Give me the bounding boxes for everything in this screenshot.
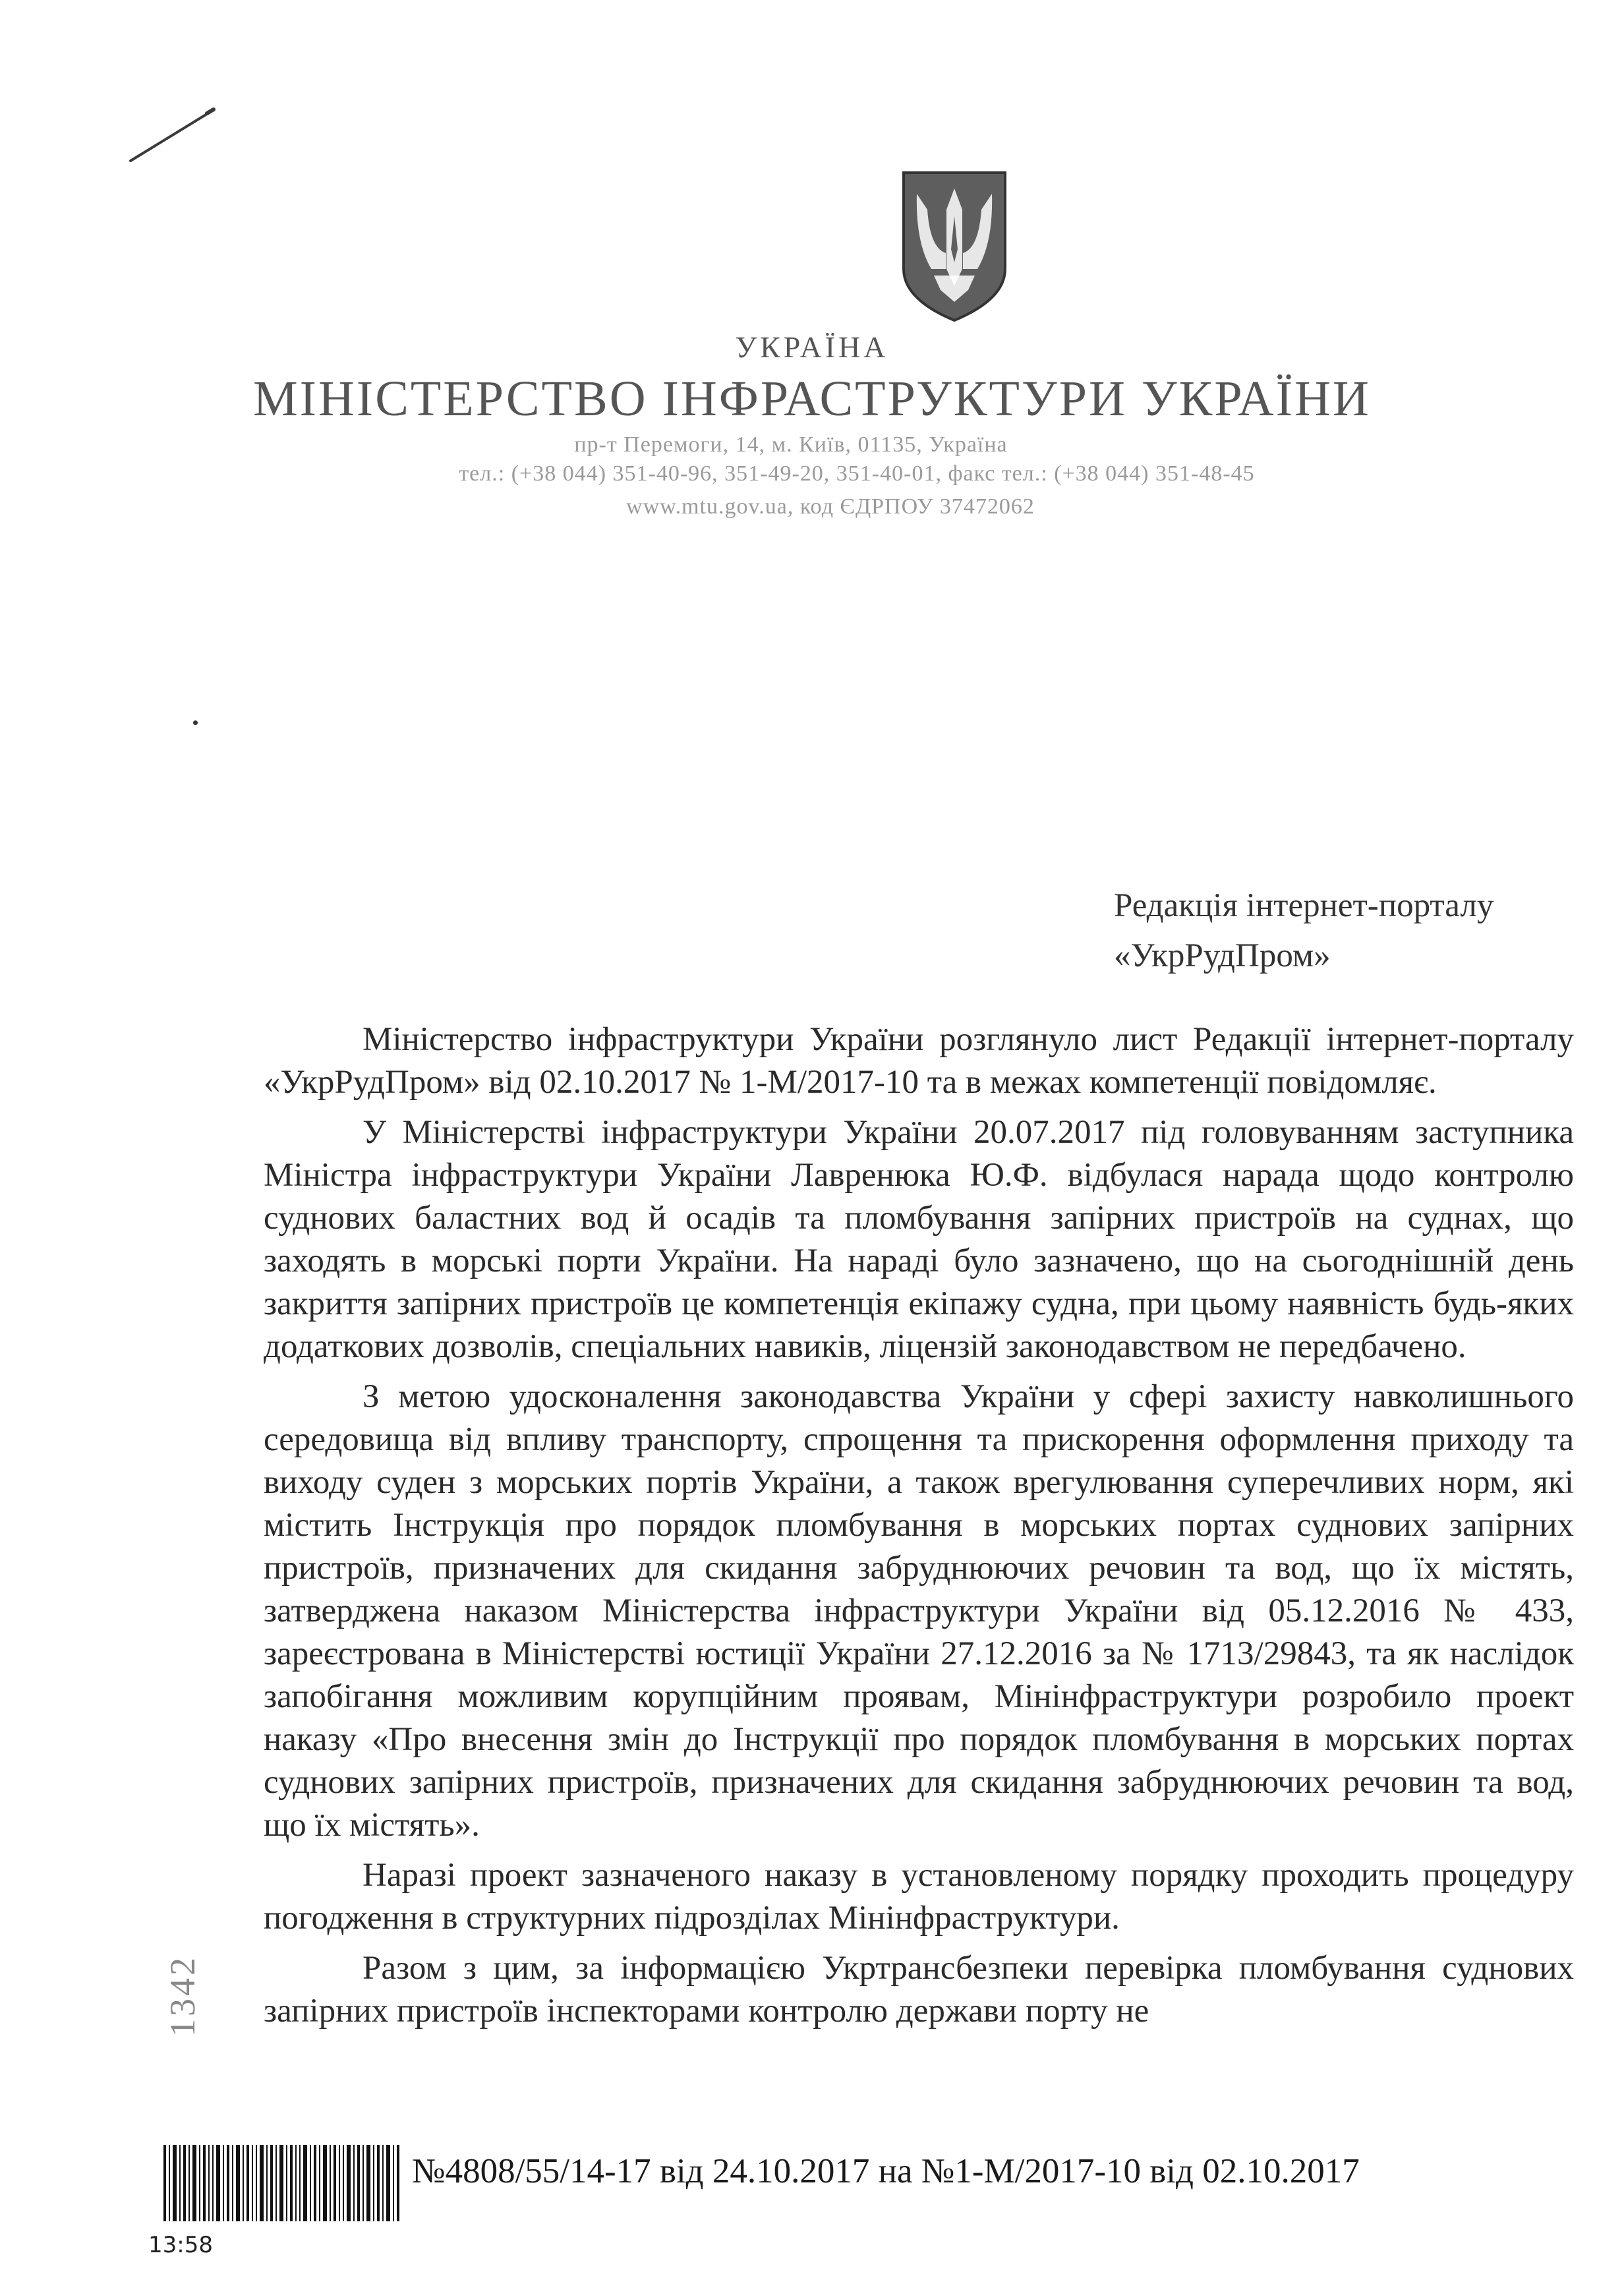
body-paragraph: У Міністерстві інфраструктури України 20.07.2017 під головуванням заступника Міністра інфраструктури України Лавренюка Ю.Ф. відбулася нарада щодо контролю суднових баластних вод й осадів та пломбування запірних пристроїв на суднах, що заходять в морські порти України. На нараді було зазначено, що на сьогоднішній день закриття запірних пристроїв це компетенція екіпажу судна, при цьому наявність будь-яких додаткових дозволів, спеціальних навиків, ліцензій законодавством не передбачено.	[264, 1114, 1574, 1365]
trident-emblem-icon	[900, 170, 1009, 323]
addressee-line-2: «УкрРудПром»	[1114, 937, 1331, 974]
body-paragraph: Разом з цим, за інформацією Укртрансбезпеки перевірка пломбування суднових запірних пристроїв інспекторами контролю держави порту не	[264, 1950, 1574, 2030]
ministry-phones: тел.: (+38 044) 351-40-96, 351-49-20, 351-40-01, факс тел.: (+38 044) 351-48-45	[459, 461, 1255, 486]
addressee-line-1: Редакція інтернет-порталу	[1114, 887, 1494, 924]
body-paragraph: З метою удосконалення законодавства України у сфері захисту навколишнього середовища від впливу транспорту, спрощення та прискорення оформлення приходу та виходу суден з морських портів України, а також врегулювання суперечливих норм, які містить Інструкція про порядок пломбування в морських портах суднових запірних пристроїв, призначених для скидання забруднюючих речовин та вод, що їх містять, затверджена наказом Міністерства інфраструктури України від 05.12.2016 № 433, зареєстрована в Міністерстві юстиції України 27.12.2016 за № 1713/29843, та як наслідок запобігання можливим корупційним проявам, Мінінфраструктури розробило проект наказу «Про внесення змін до Інструкції про порядок пломбування в морських портах суднових запірних пристроїв, призначених для скидання забруднюючих речовин та вод, що їх містять».	[264, 1378, 1574, 1844]
ministry-web: www.mtu.gov.ua, код ЄДРПОУ 37472062	[626, 494, 1035, 519]
ink-dot	[193, 720, 198, 725]
barcode-icon	[161, 2142, 403, 2224]
ministry-address: пр-т Перемоги, 14, м. Київ, 01135, Україна	[574, 432, 1008, 457]
stamp-vertical-number: 1342	[163, 1955, 202, 2037]
letter-body	[264, 1018, 1574, 2040]
registration-number: №4808/55/14-17 від 24.10.2017 на №1-М/2017-10 від 02.10.2017	[412, 2152, 1360, 2190]
body-paragraph: Міністерство інфраструктури України розглянуло лист Редакції інтернет-порталу «УкрРудПром» від 02.10.2017 № 1-М/2017-10 та в межах компетенції повідомляє.	[264, 1021, 1574, 1101]
pen-stroke-mark	[125, 105, 218, 165]
addressee-block	[1114, 881, 1494, 981]
ministry-name: МІНІСТЕРСТВО ІНФРАСТРУКТУРИ УКРАЇНИ	[253, 371, 1371, 426]
country-name: УКРАЇНА	[735, 330, 889, 364]
body-paragraph: Наразі проект зазначеного наказу в установленому порядку проходить процедуру погодження в структурних підрозділах Мінінфраструктури.	[264, 1857, 1574, 1937]
stamp-time: 13:58	[148, 2232, 213, 2258]
